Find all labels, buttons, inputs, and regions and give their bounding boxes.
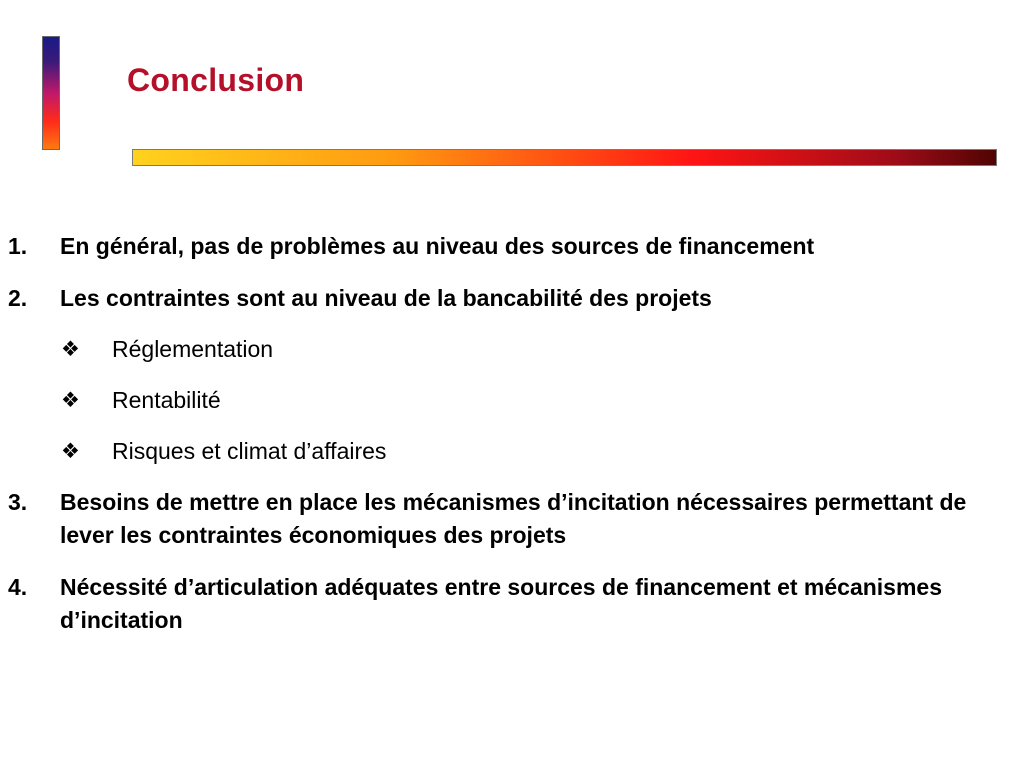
diamond-bullet-icon: ❖ <box>61 338 80 361</box>
vertical-accent-bar <box>42 36 60 150</box>
sub-item-text: Réglementation <box>112 336 274 362</box>
item-text: Nécessité d’articulation adéquates entre sources de financement et mécanismes d’incitation <box>60 574 943 633</box>
item-text: En général, pas de problèmes au niveau des sources de financement <box>60 233 815 259</box>
item-number: 3. <box>8 489 28 515</box>
horizontal-accent-bar <box>132 149 997 166</box>
numbered-item-4 <box>0 571 1010 637</box>
item-text: Les contraintes sont au niveau de la bancabilité des projets <box>60 285 712 311</box>
sub-item-text: Rentabilité <box>112 387 221 413</box>
item-number: 1. <box>8 233 28 259</box>
diamond-bullet-icon: ❖ <box>61 440 80 463</box>
sub-item-text: Risques et climat d’affaires <box>112 438 387 464</box>
item-number: 4. <box>8 574 28 600</box>
slide-title: Conclusion <box>127 62 305 98</box>
item-text: Besoins de mettre en place les mécanismes d’incitation nécessaires permettant de lever les contraintes économiques des projets <box>60 489 967 548</box>
numbered-item-1 <box>0 230 1010 263</box>
numbered-item-3 <box>0 486 1010 552</box>
numbered-item-2 <box>0 282 1010 315</box>
item-number: 2. <box>8 285 28 311</box>
diamond-bullet-icon: ❖ <box>61 389 80 412</box>
